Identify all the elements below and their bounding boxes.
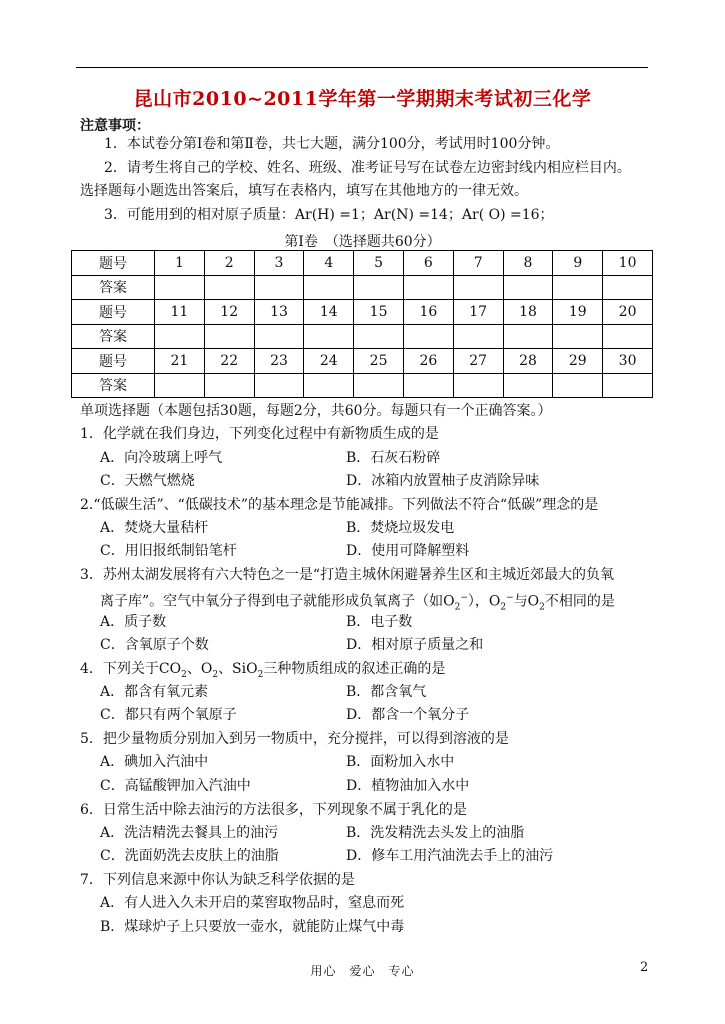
exam-title: 昆山市2010~2011学年第一学期期末考试初三化学 [133, 88, 592, 110]
question-number: 13 [254, 300, 304, 325]
answer-cell[interactable] [553, 275, 603, 300]
answer-cell[interactable] [354, 275, 404, 300]
question-number: 5 [354, 251, 404, 276]
section-label: 第Ⅰ卷 （选择题共60分） [284, 234, 441, 250]
question-label: 题号 [72, 349, 155, 374]
answer-cell[interactable] [254, 275, 304, 300]
answer-cell[interactable] [304, 275, 354, 300]
question-number: 22 [204, 349, 254, 374]
question-number: 3 [254, 251, 304, 276]
answer-cell[interactable] [503, 324, 553, 349]
option-7a: A．有人进入久未开启的菜窖取物品时，窒息而死 [100, 895, 405, 911]
answer-cell[interactable] [304, 324, 354, 349]
question-number: 10 [603, 251, 653, 276]
answer-cell[interactable] [204, 275, 254, 300]
option-2b: B．焚烧垃圾发电 [346, 520, 455, 536]
answer-cell[interactable] [254, 324, 304, 349]
table-row [72, 324, 653, 349]
option-4a: A．都含有氧元素 [100, 684, 209, 700]
answer-cell[interactable] [403, 275, 453, 300]
answer-label: 答案 [72, 324, 155, 349]
question-label: 题号 [72, 300, 155, 325]
option-1c: C．天燃气燃烧 [100, 473, 195, 489]
table-row [72, 275, 653, 300]
option-5c: C．高锰酸钾加入汽油中 [100, 778, 251, 794]
answer-cell[interactable] [354, 324, 404, 349]
header-rule [76, 67, 648, 68]
instruction: 单项选择题（本题包括30题，每题2分，共60分。每题只有一个正确答案。） [80, 403, 552, 419]
option-6d: D．修车工用汽油洗去手上的油污 [346, 848, 554, 864]
question-number: 25 [354, 349, 404, 374]
answer-cell[interactable] [254, 373, 304, 398]
option-1b: B．石灰石粉碎 [346, 450, 441, 466]
answer-cell[interactable] [453, 275, 503, 300]
answer-cell[interactable] [204, 373, 254, 398]
table-row [72, 349, 653, 374]
question-4-stem: 4．下列关于$CO_2$、$O_2$、SiO$_2$三种物质组成的叙述正确的是 [80, 661, 446, 680]
option-4c: C．都只有两个氧原子 [100, 707, 237, 723]
answer-cell[interactable] [553, 373, 603, 398]
question-3-stem-cont: 离子库”。空气中氧分子得到电子就能形成负氧离子（如$O_2^-$），$O_2^-$与$O_2$不相同的是 [100, 593, 615, 613]
question-number: 19 [553, 300, 603, 325]
answer-cell[interactable] [204, 324, 254, 349]
question-6-stem: 6．日常生活中除去油污的方法很多，下列现象不属于乳化的是 [80, 802, 467, 818]
option-4d: D．都含一个氧分子 [346, 707, 470, 723]
answer-cell[interactable] [403, 324, 453, 349]
page-footer: 用心 爱心 专心 [310, 964, 415, 978]
answer-label: 答案 [72, 275, 155, 300]
question-label: 题号 [72, 251, 155, 276]
table-row [72, 251, 653, 276]
answer-cell[interactable] [155, 324, 205, 349]
notice-item-2: 2．请考生将自己的学校、姓名、班级、准考证号写在试卷左边密封线内相应栏目内。 [104, 160, 631, 176]
question-number: 18 [503, 300, 553, 325]
question-number: 8 [503, 251, 553, 276]
question-7-stem: 7．下列信息来源中你认为缺乏科学依据的是 [80, 872, 355, 888]
answer-cell[interactable] [503, 373, 553, 398]
question-number: 15 [354, 300, 404, 325]
answer-cell[interactable] [603, 275, 653, 300]
question-2-stem: 2.“低碳生活”、“低碳技术”的基本理念是节能减排。下列做法不符合“低碳”理念的是 [80, 497, 599, 513]
answer-cell[interactable] [503, 275, 553, 300]
question-1-stem: 1．化学就在我们身边，下列变化过程中有新物质生成的是 [80, 426, 439, 442]
question-number: 24 [304, 349, 354, 374]
answer-cell[interactable] [453, 324, 503, 349]
question-number: 12 [204, 300, 254, 325]
option-2c: C．用旧报纸制铅笔杆 [100, 543, 237, 559]
question-number: 1 [155, 251, 205, 276]
answer-cell[interactable] [553, 324, 603, 349]
answer-label: 答案 [72, 373, 155, 398]
option-1d: D．冰箱内放置柚子皮消除异味 [346, 473, 540, 489]
page-number: 2 [640, 960, 649, 975]
answer-cell[interactable] [155, 373, 205, 398]
option-5b: B．面粉加入水中 [346, 754, 455, 770]
question-number: 23 [254, 349, 304, 374]
option-7b: B．煤球炉子上只要放一壶水，就能防止煤气中毒 [100, 919, 405, 935]
answer-cell[interactable] [155, 275, 205, 300]
table-row [72, 373, 653, 398]
question-number: 29 [553, 349, 603, 374]
question-number: 9 [553, 251, 603, 276]
answer-cell[interactable] [603, 373, 653, 398]
option-3c: C．含氧原子个数 [100, 637, 209, 653]
option-2a: A．焚烧大量秸杆 [100, 520, 209, 536]
question-number: 2 [204, 251, 254, 276]
question-number: 27 [453, 349, 503, 374]
question-number: 20 [603, 300, 653, 325]
question-number: 7 [453, 251, 503, 276]
option-5a: A．碘加入汽油中 [100, 754, 209, 770]
answer-cell[interactable] [403, 373, 453, 398]
answer-cell[interactable] [453, 373, 503, 398]
question-number: 14 [304, 300, 354, 325]
question-number: 28 [503, 349, 553, 374]
answer-table [71, 250, 653, 398]
option-5d: D．植物油加入水中 [346, 778, 470, 794]
notice-item-3: 3．可能用到的相对原子质量：Ar(H) =1；Ar(N) =14；Ar( O) =16； [104, 207, 554, 223]
notice-heading: 注意事项： [80, 118, 150, 134]
question-number: 26 [403, 349, 453, 374]
question-5-stem: 5．把少量物质分别加入到另一物质中，充分搅拌，可以得到溶液的是 [80, 731, 509, 747]
answer-cell[interactable] [354, 373, 404, 398]
option-6a: A．洗洁精洗去餐具上的油污 [100, 825, 279, 841]
option-4b: B．都含氧气 [346, 684, 427, 700]
answer-cell[interactable] [603, 324, 653, 349]
table-row [72, 300, 653, 325]
question-3-stem: 3．苏州太湖发展将有六大特色之一是“打造主城休闲避暑养生区和主城近郊最大的负氧 [80, 567, 615, 583]
option-3d: D．相对原子质量之和 [346, 637, 484, 653]
option-1a: A．向冷玻璃上呼气 [100, 450, 223, 466]
notice-item-1: 1．本试卷分第Ⅰ卷和第Ⅱ卷，共七大题，满分100分，考试用时100分钟。 [104, 136, 560, 152]
option-3a: A．质子数 [100, 614, 167, 630]
question-number: 17 [453, 300, 503, 325]
question-number: 11 [155, 300, 205, 325]
question-number: 21 [155, 349, 205, 374]
notice-item-2-cont: 选择题每小题选出答案后，填写在表格内，填写在其他地方的一律无效。 [80, 183, 528, 199]
question-number: 4 [304, 251, 354, 276]
option-3b: B．电子数 [346, 614, 413, 630]
question-number: 30 [603, 349, 653, 374]
option-6c: C．洗面奶洗去皮肤上的油脂 [100, 848, 279, 864]
option-2d: D．使用可降解塑料 [346, 543, 470, 559]
option-6b: B．洗发精洗去头发上的油脂 [346, 825, 525, 841]
question-number: 6 [403, 251, 453, 276]
question-number: 16 [403, 300, 453, 325]
answer-cell[interactable] [304, 373, 354, 398]
